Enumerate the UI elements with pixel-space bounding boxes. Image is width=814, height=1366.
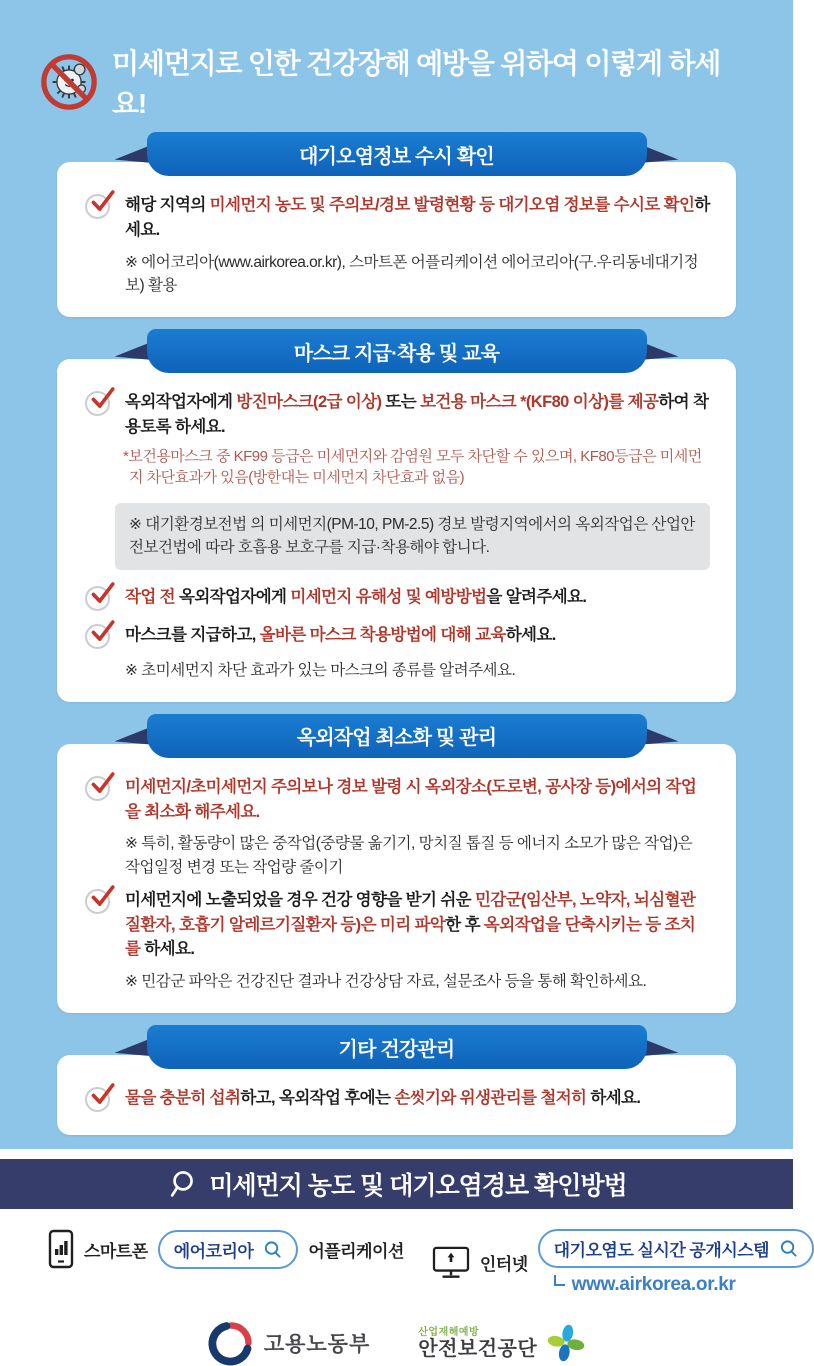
- text: ※ 민감군 파악은 건강진단 결과나 건강상담 자료, 설문조사 등을 통해 확인하세요.: [125, 973, 647, 990]
- check-item: [85, 770, 710, 830]
- check-item: [85, 618, 710, 656]
- logos: [0, 1320, 793, 1366]
- checkmark-icon: [85, 889, 112, 916]
- text: 해당 지역의: [125, 196, 210, 214]
- airkorea-url-text: www.airkorea.or.kr: [571, 1274, 736, 1296]
- section-banner: 옥외작업 최소화 및 관리: [147, 714, 647, 758]
- sub-note: [85, 967, 710, 997]
- check-bar-title: 미세먼지 농도 및 대기오염경보 확인방법: [209, 1172, 627, 1201]
- text: ※ 대기환경보전법 의 미세먼지(PM-10, PM-2.5) 경보 발령지역에서의 옥외작업은 산업안전보건법에 따라 호흡용 보호구를 지급·착용해야 합니다.: [129, 516, 695, 557]
- section-banner: 마스크 지급·착용 및 교육: [147, 329, 647, 373]
- highlight-text: 올바른 마스크 착용방법에 대해 교육: [259, 625, 506, 644]
- kosha-name: 안전보건공단: [418, 1337, 538, 1360]
- text: 미세먼지에 노출되었을 경우 건강 영향을 받기 쉬운: [125, 890, 476, 909]
- search-icon: [166, 1169, 197, 1200]
- page-title: 미세먼지로 인한 건강장해 예방을 위하여 이렇게 하세요!: [112, 48, 721, 119]
- section-banner: 기타 건강관리: [147, 1025, 647, 1069]
- moel-logo: [208, 1320, 370, 1366]
- kosha-slogan: 산업재해예방: [418, 1326, 480, 1338]
- sub-note: [85, 656, 710, 686]
- smartphone-icon: [48, 1229, 74, 1269]
- check-item: [85, 580, 710, 618]
- checkmark-icon: [85, 586, 112, 613]
- check-item: [85, 883, 710, 967]
- sections: [0, 132, 793, 1135]
- text: 하세요.: [505, 625, 556, 644]
- text: 하고, 옥외작업 후에는: [240, 1089, 395, 1108]
- mask-grade-note: [85, 445, 710, 496]
- check-text: [125, 1086, 640, 1111]
- check-method-bar: [0, 1159, 793, 1209]
- highlight-text: 손씻기와 위생관리를 철저히: [394, 1089, 587, 1108]
- check-text: [125, 585, 586, 610]
- text: ※ 특히, 활동량이 많은 중작업(중량물 옮기기, 망치질 톱질 등 에너지 소모가 많은 작업)은 작업일정 변경 또는 작업량 줄이기: [125, 835, 693, 876]
- highlight-text: 보건용 마스크 *(KF80 이상)를 제공: [420, 393, 659, 411]
- check-text: [125, 390, 710, 440]
- text: 을 알려주세요.: [486, 587, 587, 606]
- check-item: [85, 1081, 710, 1119]
- checkmark-icon: [85, 391, 112, 418]
- highlight-text: 옥외작업을 단축시키는 등 조치를: [125, 915, 696, 959]
- check-text: [125, 775, 710, 825]
- check-text: [125, 623, 556, 648]
- internet-label: 인터넷: [479, 1255, 528, 1275]
- section-air-info: [0, 132, 793, 317]
- text: ※ 초미세먼지 차단 효과가 있는 마스크의 종류를 알려주세요.: [125, 661, 516, 679]
- text: 하세요.: [140, 940, 195, 959]
- check-item: [85, 385, 710, 445]
- section-card: [57, 359, 736, 702]
- header: [0, 42, 793, 122]
- highlight-text: 방진마스크(2급 이상): [236, 393, 382, 411]
- kosha-emblem-icon: [547, 1324, 585, 1362]
- text: ※ 에어코리아(www.airkorea.or.kr), 스마트폰 어플리케이션 에어코리아(구.우리동네대기정보) 활용: [125, 253, 699, 294]
- checkmark-icon: [85, 194, 112, 221]
- airkorea-app-label: 에어코리아: [173, 1241, 254, 1261]
- text: 하여 착용토록 하세요.: [125, 393, 709, 436]
- footer: [0, 1209, 793, 1296]
- airkorea-app-pill[interactable]: [158, 1230, 299, 1269]
- highlight-text: 물을 충분히 섭취: [125, 1089, 241, 1108]
- check-item: [85, 188, 710, 248]
- text: *보건용마스크 중 KF99 등급은 미세먼지와 감염원 모두 차단할 수 있으며, KF80등급은 미세먼지 차단효과가 있음(방한대는 미세먼지 차단효과 없음): [123, 447, 702, 487]
- smartphone-group: [48, 1229, 404, 1269]
- checkmark-icon: [85, 1087, 112, 1114]
- check-text: [125, 193, 710, 243]
- section-ribbon: [147, 1025, 647, 1069]
- moel-emblem-icon: [208, 1320, 254, 1366]
- checkmark-icon: [85, 624, 112, 651]
- text: 옥외작업자에게: [125, 393, 237, 411]
- section-health-care: [0, 1025, 793, 1135]
- no-dust-icon: [40, 53, 98, 111]
- checkmark-icon: [85, 776, 112, 803]
- airkorea-site-label: 대기오염도 실시간 공개시스템: [553, 1241, 770, 1261]
- smartphone-label: 스마트폰: [84, 1241, 148, 1261]
- text: 한 후: [445, 915, 484, 934]
- section-ribbon: [147, 329, 647, 373]
- monitor-icon: [432, 1246, 470, 1280]
- highlight-text: 미세먼지 농도 및 주의보/경보 발령현황 등 대기오염 정보를 수시로 확인: [209, 196, 695, 214]
- text: 하세요.: [125, 196, 710, 239]
- section-ribbon: [147, 714, 647, 758]
- text: 마스크를 지급하고,: [125, 625, 260, 644]
- highlight-text: 민감군(임산부, 노약자, 뇌심혈관질환자, 호흡기 알레르기질환자 등)은 미리 파악: [125, 890, 696, 934]
- section-card: [57, 162, 736, 317]
- airkorea-site-pill[interactable]: [538, 1229, 814, 1268]
- search-icon: [779, 1239, 798, 1258]
- corner-arrow-icon: [554, 1275, 565, 1286]
- legal-note: [115, 503, 710, 570]
- application-label: 어플리케이션: [308, 1241, 404, 1261]
- sub-note: [85, 829, 710, 883]
- highlight-text: 미세먼지/초미세먼지 주의보나 경보 발령 시 옥외장소(도로변, 공사장 등)에서의 작업을 최소화 해주세요.: [125, 777, 697, 821]
- airkorea-url[interactable]: [554, 1274, 814, 1296]
- search-icon: [263, 1240, 282, 1259]
- highlight-text: 작업 전: [125, 587, 176, 606]
- check-text: [125, 888, 710, 962]
- sub-note: [85, 248, 710, 302]
- section-ribbon: [147, 132, 647, 176]
- section-mask: [0, 329, 793, 702]
- section-card: [57, 744, 736, 1014]
- moel-name: 고용노동부: [263, 1333, 371, 1357]
- section-banner: 대기오염정보 수시 확인: [147, 132, 647, 176]
- text: 옥외작업자에게: [175, 587, 291, 606]
- text: 또는: [381, 393, 421, 411]
- kosha-logo: [418, 1324, 585, 1362]
- section-outdoor-work: [0, 714, 793, 1014]
- internet-group: [432, 1229, 814, 1296]
- text: 하세요.: [586, 1089, 641, 1108]
- highlight-text: 미세먼지 유해성 및 예방방법: [290, 587, 487, 606]
